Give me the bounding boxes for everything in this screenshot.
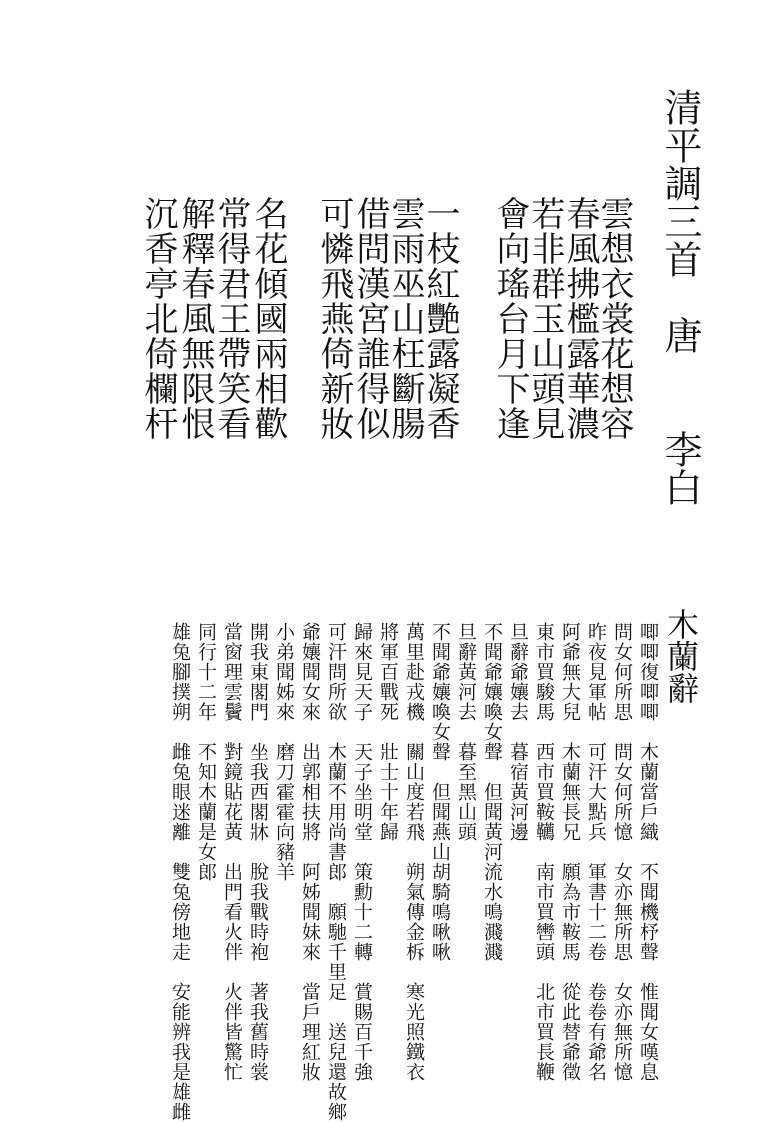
- poem2-line-9: 不聞爺孃喚女聲 但聞燕山胡騎鳴啾啾: [429, 622, 451, 962]
- poem2-line-6: 旦辭爺孃去 暮宿黃河邊: [507, 622, 529, 842]
- poem1-line-1: 雲想衣裳花想容: [594, 196, 634, 441]
- poem2-line-18: 同行十二年 不知木蘭是女郎: [195, 622, 217, 882]
- poem2-line-16: 開我東閣門 坐我西閣牀 脫我戰時袍 著我舊時裳: [247, 622, 269, 1082]
- poem2-title: 木蘭辭: [662, 608, 700, 704]
- poem2-line-12: 歸來見天子 天子坐明堂 策勳十二轉 賞賜百千強: [351, 622, 373, 1082]
- poem2-line-19: 雄兔腳撲朔 雌兔眼迷離 雙兔傍地走 安能辨我是雄雌: [169, 622, 191, 1122]
- poem1-line-2: 春風拂檻露華濃: [560, 196, 600, 441]
- poem1-title: 清平調三首 唐 李白: [658, 88, 702, 506]
- poem1-line-9: 名花傾國兩相歡: [248, 196, 288, 441]
- poem1-line-12: 沉香亭北倚欄杆: [138, 196, 178, 441]
- poem1-line-8: 可憐飛燕倚新妝: [314, 196, 354, 441]
- poem1-line-6: 雲雨巫山枉斷腸: [385, 196, 425, 441]
- poem1-line-10: 常得君王帶笑看: [211, 196, 251, 441]
- poem2-line-11: 將軍百戰死 壯士十年歸: [377, 622, 399, 842]
- poem2-line-10: 萬里赴戎機 關山度若飛 朔氣傳金柝 寒光照鐵衣: [403, 622, 425, 1082]
- poem1-line-5: 一枝紅艷露凝香: [420, 196, 460, 441]
- poem2-line-8: 旦辭黃河去 暮至黑山頭: [455, 622, 477, 842]
- poem2-line-2: 問女何所思 問女何所憶 女亦無所思 女亦無所憶: [611, 622, 633, 1082]
- poem1-line-3: 若非群玉山頭見: [525, 196, 565, 441]
- poem2-line-14: 爺孃聞女來 出郭相扶將 阿姊聞妹來 當戶理紅妝: [299, 622, 321, 1082]
- poem1-line-4: 會向瑤台月下逢: [490, 196, 530, 441]
- poem1-line-7: 借問漢宮誰得似: [350, 196, 390, 441]
- poem2-line-3: 昨夜見軍帖 可汗大點兵 軍書十二卷 卷卷有爺名: [585, 622, 607, 1082]
- poem2-line-7: 不聞爺孃喚女聲 但聞黃河流水鳴濺濺: [481, 622, 503, 962]
- poem2-line-17: 當窗理雲鬢 對鏡貼花黃 出門看火伴 火伴皆驚忙: [221, 622, 243, 1082]
- poem2-line-4: 阿爺無大兒 木蘭無長兄 願為市鞍馬 從此替爺徵: [559, 622, 581, 1082]
- poem1-line-11: 解釋春風無限恨: [175, 196, 215, 441]
- poem2-line-13: 可汗問所欲 木蘭不用尚書郎 願馳千里足 送兒還故鄉: [325, 622, 347, 1122]
- poem2-line-1: 唧唧復唧唧 木蘭當戶織 不聞機杼聲 惟聞女嘆息: [637, 622, 659, 1082]
- poem2-line-5: 東市買駿馬 西市買鞍韉 南市買轡頭 北市買長鞭: [533, 622, 555, 1082]
- poem2-line-15: 小弟聞姊來 磨刀霍霍向豬羊: [273, 622, 295, 882]
